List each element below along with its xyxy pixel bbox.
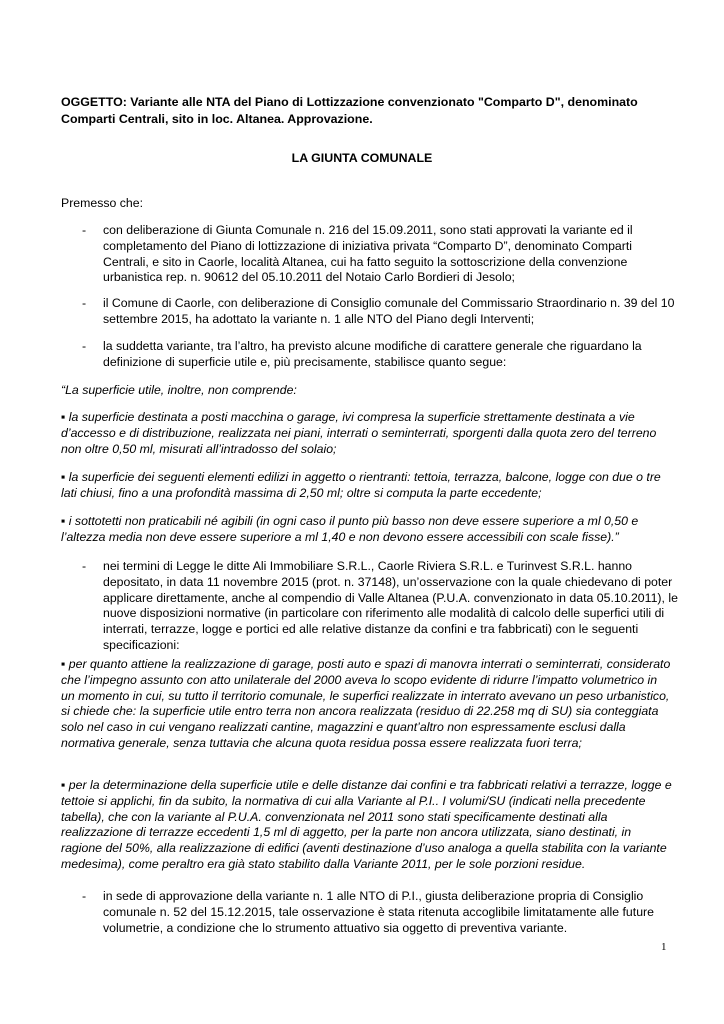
list-item-text: nei termini di Legge le ditte Ali Immobiliare S.R.L., Caorle Riviera S.R.L. e Turinvest S.R.L. hanno depositato, in data 11 novembre 2015 (prot. n. 37148), un’osservazione con la quale chiedevano di poter applicare direttamente, anche al compendio di Valle Altanea (P.U.A. convenzionato in data 05.10.2011), le nuove disposizioni normative (in particolare con riferimento alle modalità di calcolo delle superfici utili di interrati, terrazze, logge e portici ed alle relative distanze da confini e tra fabbricati) con le seguenti specificazioni: (103, 559, 678, 652)
quote-bullet-1: ▪ la superficie destinata a posti macchina o garage, ivi compresa la superficie strettamente destinata a vie d’accesso e di distribuzione, realizzata nei piani, interrati o seminterrati, sporgenti dalla quota zero del terreno non oltre 0,50 ml, misurati all’intradosso del solaio; (61, 410, 657, 456)
dash-bullet: - (82, 559, 87, 573)
quote-bullet-3: ▪ i sottotetti non praticabili né agibili (in ogni caso il punto più basso non deve essere superiore a ml 0,50 e l’altezza media non deve essere superiore a ml 1,40 e non devono essere accessibili con scale fisse).” (61, 514, 639, 544)
dash-bullet: - (82, 223, 87, 237)
section-heading: LA GIUNTA COMUNALE (291, 151, 433, 165)
list-item-text: la suddetta variante, tra l’altro, ha previsto alcune modifiche di carattere generale che riguardano la definizione di superficie utile e, più precisamente, stabilisce quanto segue: (103, 339, 642, 369)
list-item-text: il Comune di Caorle, con deliberazione di Consiglio comunale del Commissario Straordinario n. 39 del 10 settembre 2015, ha adottato la variante n. 1 alle NTO del Piano degli Interventi; (103, 296, 675, 326)
dash-bullet: - (82, 889, 87, 903)
subject-line: OGGETTO: Variante alle NTA del Piano di Lottizzazione convenzionato "Comparto D", denominato Comparti Centrali, sito in loc. Altanea. Approvazione. (61, 95, 638, 126)
spec-bullet-2: ▪ per la determinazione della superficie utile e delle distanze dai confini e tra fabbricati relativi a terrazze, logge e tettoie si applichi, fin da subito, la normativa di cui alla Variante al P.I.. I volumi/SU (indicati nella precedente tabella), che con la variante al P.U.A. convenzionata nel 2011 sono stati specificamente destinati alla realizzazione di terrazze eccedenti 1,5 ml di aggetto, per la parte non ancora utilizzata, siano destinati, in ragione del 50%, alla realizzazione di edifici (aventi destinazione d’uso analoga a quella stabilita con la variante medesima), come peraltro era già stato stabilito dalla Variante 2011, per le sole porzioni residue. (61, 778, 672, 871)
premesso-label: Premesso che: (61, 196, 144, 210)
quote-bullet-2: ▪ la superficie dei seguenti elementi edilizi in aggetto o rientranti: tettoia, terrazza, balcone, logge con due o tre lati chiusi, fino a una profondità massima di 2,50 ml; oltre si computa la parte eccedente; (61, 470, 661, 500)
list-item-text: in sede di approvazione della variante n. 1 alle NTO di P.I., giusta deliberazione propria di Consiglio comunale n. 52 del 15.12.2015, tale osservazione è stata ritenuta accoglibile limitatamente alle future volumetrie, a condizione che lo strumento attuativo sia oggetto di preventiva variante. (103, 889, 654, 935)
page-number: 1 (661, 941, 667, 953)
list-item-text: con deliberazione di Giunta Comunale n. 216 del 15.09.2011, sono stati approvati la variante ed il completamento del Piano di lottizzazione di iniziativa privata “Comparto D”, denominato Comparti Centrali, e sito in Caorle, località Altanea, cui ha fatto seguito la sottoscrizione della convenzione urbanistica rep. n. 90612 del 05.10.2011 del Notaio Carlo Bordieri di Jesolo; (103, 223, 633, 285)
dash-bullet: - (82, 296, 87, 310)
dash-bullet: - (82, 339, 87, 353)
spec-bullet-1: ▪ per quanto attiene la realizzazione di garage, posti auto e spazi di manovra interrati o seminterrati, considerato che l’impegno assunto con atto unilaterale del 2000 aveva lo scopo evidente di ridurre l’impatto volumetrico in un momento in cui, su tutto il territorio comunale, le superfici realizzate in interrato avevano un peso urbanistico, si chiede che: la superficie utile entro terra non ancora realizzata (residuo di 22.258 mq di SU) sia conteggiata solo nel caso in cui vengano realizzati cantine, magazzini e quant’altro non espressamente esclusi dalla normativa generale, senza tuttavia che alcuna quota residua possa essere realizzata fuori terra; (61, 657, 671, 750)
quote-intro: “La superficie utile, inoltre, non comprende: (61, 383, 297, 397)
